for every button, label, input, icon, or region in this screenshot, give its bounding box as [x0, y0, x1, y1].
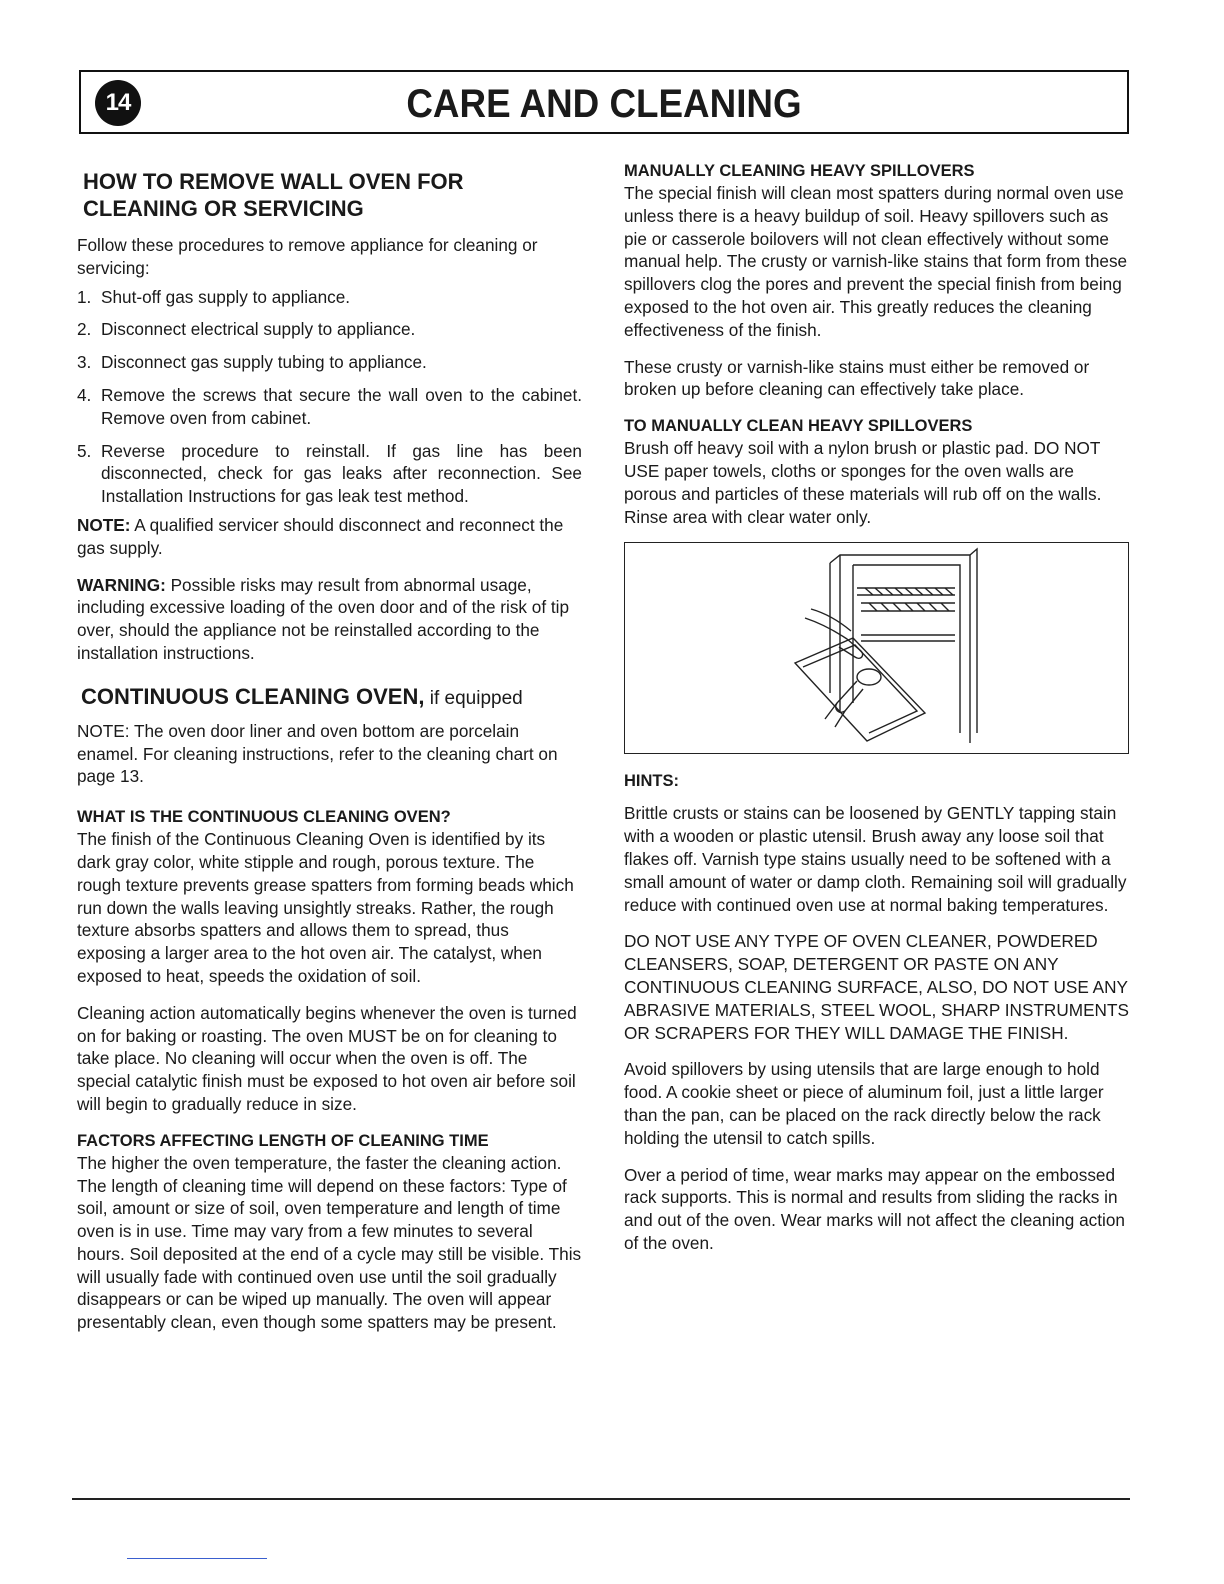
- oven-illustration-drawing: [625, 543, 1130, 755]
- remove-oven-heading: HOW TO REMOVE WALL OVEN FOR CLEANING OR SERVICING: [83, 169, 464, 221]
- page-title: CARE AND CLEANING: [406, 82, 802, 126]
- warning-paragraph: WARNING: Possible risks may result from abnormal usage, including excessive loading of the oven door and of the risk of tip over, should the appliance not be reinstalled according to the installation instructions.: [77, 574, 570, 663]
- note-paragraph: NOTE: A qualified servicer should disconnect and reconnect the gas supply.: [77, 514, 564, 558]
- what-is-heading: WHAT IS THE CONTINUOUS CLEANING OVEN?: [77, 808, 451, 827]
- manual-paragraph-1: The special finish will clean most spatters during normal oven use unless there is a heavy buildup of soil. Heavy spillovers such as pie or casserole boilovers will not clean effectively without some manual help. The crusty or varnish-like stains that form from these spillovers clog the pores and prevent the special finish from being exposed to the hot oven air. This greatly reduces the cleaning effectiveness of the finish.: [624, 183, 1128, 340]
- oven-cleaning-illustration: [624, 542, 1129, 754]
- what-is-paragraph-2: Cleaning action automatically begins whenever the oven is turned on for baking or roasting. The oven MUST be on for cleaning to take place. No cleaning will occur when the oven is off. The special catalytic finish must be exposed to hot oven air before soil will begin to gradually reduce in size.: [77, 1002, 577, 1114]
- list-item: 3. Disconnect gas supply tubing to appliance.: [77, 352, 427, 373]
- to-manually-clean-heading: TO MANUALLY CLEAN HEAVY SPILLOVERS: [624, 417, 973, 436]
- hints-paragraph-1: Brittle crusts or stains can be loosened by GENTLY tapping stain with a wooden or plastic utensil. Brush away any loose soil that flakes off. Varnish type stains usually need to be softened with a small amount of water or damp cloth. Remaining soil will gradually reduce with continued oven use at normal baking temperatures.: [624, 803, 1127, 915]
- hints-paragraph-3: Avoid spillovers by using utensils that are large enough to hold food. A cookie sheet or piece of aluminum foil, just a little larger than the pan, can be placed on the rack directly below the rack holding the utensil to catch spills.: [624, 1059, 1104, 1148]
- cco-note: NOTE: The oven door liner and oven bottom are porcelain enamel. For cleaning instructions, refer to the cleaning chart on page 13.: [77, 720, 558, 787]
- factors-paragraph: The higher the oven temperature, the faster the cleaning action. The length of cleaning time will depend on these factors: Type of soil, amount or size of soil, oven temperature and length of time oven is in use. Time may vary from a few minutes to several hours. Soil deposited at the end of a cycle may still be visible. This will usually fade with continued oven use until the soil gradually disappears or can be wiped up manually. The oven will appear presentably clean, even though some spatters may be present.: [77, 1152, 582, 1333]
- list-item: 1. Shut-off gas supply to appliance.: [77, 286, 351, 307]
- continuous-cleaning-heading: CONTINUOUS CLEANING OVEN, if equipped: [81, 683, 523, 709]
- bottom-left-rule: [127, 1558, 267, 1559]
- manual-cleaning-heading: MANUALLY CLEANING HEAVY SPILLOVERS: [624, 162, 975, 180]
- factors-heading: FACTORS AFFECTING LENGTH OF CLEANING TIME: [77, 1131, 489, 1150]
- hints-paragraph-2: DO NOT USE ANY TYPE OF OVEN CLEANER, POWDERED CLEANSERS, SOAP, DETERGENT OR PASTE ON ANY CONTINUOUS CLEANING SURFACE, ALSO, DO NOT USE ANY ABRASIVE MATERIALS, STEEL WOOL, SHARP INSTRUMENTS OR SCRAPERS FOR THEY WILL DAMAGE THE FINISH.: [624, 931, 1129, 1043]
- page-number-badge: 14: [95, 80, 141, 126]
- right-column: [624, 160, 1129, 1255]
- list-item: 5. Reverse procedure to reinstall. If gas line has been disconnected, check for gas leaks after reconnection. See Installation Instructions for gas leak test method.: [77, 440, 582, 507]
- what-is-paragraph-1: The finish of the Continuous Cleaning Oven is identified by its dark gray color, white stipple and rough, porous texture. The rough texture prevents grease spatters from forming beads which run down the walls leaving unsightly streaks. Rather, the rough texture absorbs spatters and allows them to spread, thus exposing a larger area to the hot oven air. The catalyst, when exposed to heat, speeds the oxidation of soil.: [77, 829, 574, 986]
- list-item: 2. Disconnect electrical supply to appliance.: [77, 319, 416, 340]
- list-item: 4. Remove the screws that secure the wall oven to the cabinet. Remove oven from cabinet.: [77, 384, 582, 428]
- left-column: [77, 160, 582, 1334]
- manual-paragraph-2: These crusty or varnish-like stains must either be removed or broken up before cleaning can effectively take place.: [624, 356, 1090, 400]
- to-manually-clean-paragraph: Brush off heavy soil with a nylon brush or plastic pad. DO NOT USE paper towels, cloths or sponges for the oven walls are porous and particles of these materials will rub off on the walls. Rinse area with clear water only.: [624, 438, 1102, 527]
- hints-paragraph-4: Over a period of time, wear marks may appear on the embossed rack supports. This is normal and results from sliding the racks in and out of the oven. Wear marks will not affect the cleaning action of the oven.: [624, 1164, 1125, 1253]
- hints-heading: HINTS:: [624, 772, 679, 791]
- footer-divider: [72, 1498, 1130, 1500]
- removal-steps: [77, 286, 582, 508]
- page-header: [79, 70, 1129, 134]
- remove-intro: Follow these procedures to remove appliance for cleaning or servicing:: [77, 235, 538, 278]
